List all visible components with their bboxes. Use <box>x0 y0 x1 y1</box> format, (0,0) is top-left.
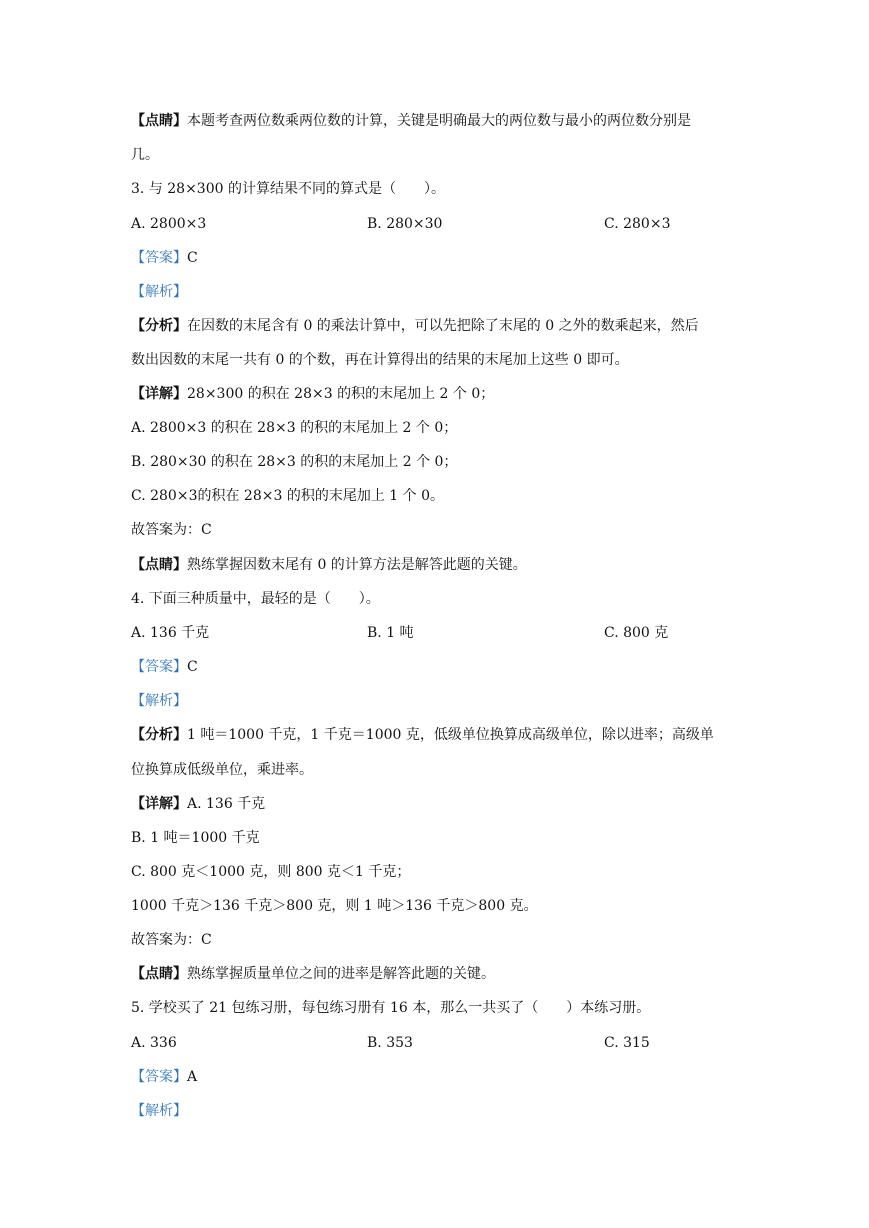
answer-value: C <box>187 659 198 675</box>
fenxi-text: 1 吨＝1000 千克，1 千克＝1000 克，低级单位换算成高级单位，除以进率；高级单 <box>187 727 714 743</box>
q3-fenxi-line-1 <box>131 316 699 336</box>
q5-jiexi-tag: 【解析】 <box>131 1103 187 1119</box>
dianjing-tag: 【点睛】 <box>131 113 187 129</box>
fenxi-text: 在因数的末尾含有 0 的乘法计算中，可以先把除了末尾的 0 之外的数乘起来，然后 <box>187 318 699 334</box>
q3-fenxi-line-2: 数出因数的末尾一共有 0 的个数，再在计算得出的结果的末尾加上这些 0 即可。 <box>131 352 629 368</box>
q4-answer <box>131 657 198 677</box>
q4-xiangjie-line-4: 1000 千克＞136 千克＞800 克，则 1 吨＞136 千克＞800 克。 <box>131 898 538 914</box>
q4-xiangjie-line-2: B. 1 吨＝1000 千克 <box>131 830 260 846</box>
q4-jiexi-tag: 【解析】 <box>131 693 187 709</box>
dianjing-tag: 【点睛】 <box>131 557 187 573</box>
answer-tag: 【答案】 <box>131 250 187 266</box>
dianjing-line-2: 几。 <box>131 147 159 163</box>
q4-option-c: C. 800 克 <box>604 625 669 641</box>
xiangjie-tag: 【详解】 <box>131 796 187 812</box>
q5-option-c: C. 315 <box>604 1035 650 1051</box>
dianjing-text: 熟练掌握质量单位之间的进率是解答此题的关键。 <box>187 966 495 982</box>
q5-answer <box>131 1067 197 1087</box>
q4-xiangjie-line-1 <box>131 794 265 814</box>
dianjing-text: 本题考查两位数乘两位数的计算，关键是明确最大的两位数与最小的两位数分别是 <box>187 113 691 129</box>
fenxi-tag: 【分析】 <box>131 727 187 743</box>
question-4-stem: 4. 下面三种质量中，最轻的是（ ）。 <box>131 591 380 607</box>
fenxi-tag: 【分析】 <box>131 318 187 334</box>
q3-option-c: C. 280×3 <box>604 216 671 232</box>
q4-fenxi-line-1 <box>131 725 714 745</box>
q3-xiangjie-line-3: B. 280×30 的积在 28×3 的积的末尾加上 2 个 0； <box>131 454 458 470</box>
dianjing-text: 熟练掌握因数末尾有 0 的计算方法是解答此题的关键。 <box>187 557 527 573</box>
q3-xiangjie-line-1 <box>131 384 494 404</box>
dianjing-line-1 <box>131 111 691 131</box>
answer-tag: 【答案】 <box>131 1069 187 1085</box>
q3-xiangjie-line-2: A. 2800×3 的积在 28×3 的积的末尾加上 2 个 0； <box>131 420 458 436</box>
xiangjie-text: 28×300 的积在 28×3 的积的末尾加上 2 个 0； <box>187 386 495 402</box>
dianjing-tag: 【点睛】 <box>131 966 187 982</box>
answer-tag: 【答案】 <box>131 659 187 675</box>
answer-value: C <box>187 250 198 266</box>
q3-jiexi-tag: 【解析】 <box>131 284 187 300</box>
q3-option-b: B. 280×30 <box>367 216 443 232</box>
q4-conclusion: 故答案为：C <box>131 932 212 948</box>
question-3-stem: 3. 与 28×300 的计算结果不同的算式是（ ）。 <box>131 181 445 197</box>
q3-conclusion: 故答案为：C <box>131 522 212 538</box>
q3-answer <box>131 248 198 268</box>
q3-dianjing <box>131 555 527 575</box>
q4-option-a: A. 136 千克 <box>131 625 210 641</box>
q4-option-b: B. 1 吨 <box>367 625 414 641</box>
q5-option-b: B. 353 <box>367 1035 413 1051</box>
q5-option-a: A. 336 <box>131 1035 177 1051</box>
q3-option-a: A. 2800×3 <box>131 216 207 232</box>
q4-fenxi-line-2: 位换算成低级单位，乘进率。 <box>131 762 313 778</box>
xiangjie-text: A. 136 千克 <box>187 796 266 812</box>
q4-xiangjie-line-3: C. 800 克＜1000 克，则 800 克＜1 千克； <box>131 864 411 880</box>
question-5-stem: 5. 学校买了 21 包练习册，每包练习册有 16 本，那么一共买了（ ）本练习册。 <box>131 1000 651 1016</box>
q3-xiangjie-line-4: C. 280×3的积在 28×3 的积的末尾加上 1 个 0。 <box>131 488 444 504</box>
xiangjie-tag: 【详解】 <box>131 386 187 402</box>
q4-dianjing <box>131 964 495 984</box>
answer-value: A <box>187 1069 198 1085</box>
